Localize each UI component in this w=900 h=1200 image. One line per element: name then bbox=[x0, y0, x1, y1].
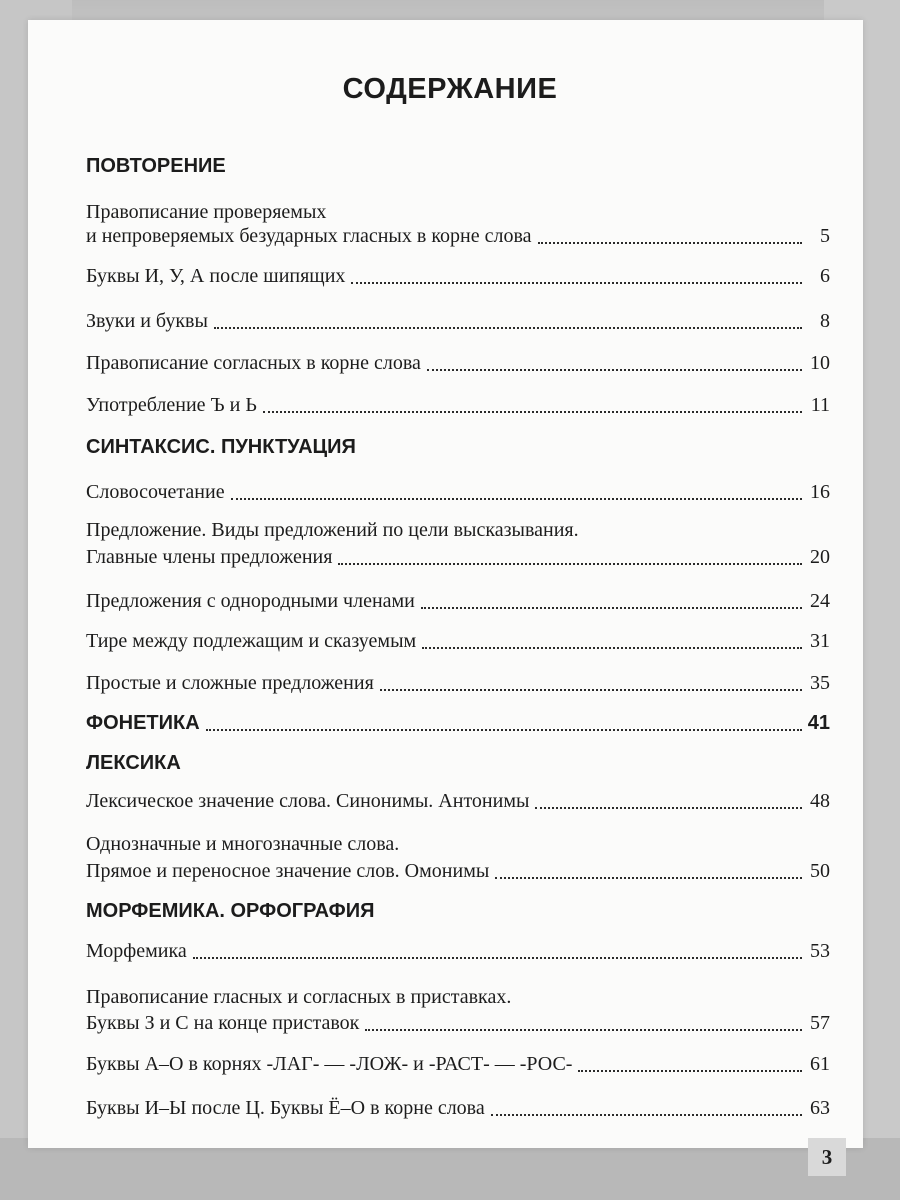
toc-entry[interactable] bbox=[86, 546, 830, 569]
toc-page-number: 6 bbox=[820, 265, 830, 287]
toc-entry-text: Предложения с однородными членами bbox=[86, 590, 415, 612]
toc-entry[interactable] bbox=[86, 790, 830, 813]
toc-entry-text: Прямое и переносное значение слов. Омонимы bbox=[86, 860, 490, 882]
toc-leader-dots bbox=[206, 729, 802, 731]
toc-leader-dots bbox=[427, 369, 802, 371]
toc-entry-phonetics[interactable] bbox=[86, 712, 830, 735]
toc-entry-text: Буквы И, У, А после шипящих bbox=[86, 265, 346, 287]
toc-entry[interactable] bbox=[86, 265, 830, 288]
toc-page-number: 10 bbox=[810, 352, 830, 374]
toc-leader-dots bbox=[338, 563, 802, 565]
toc-entry-text: Главные члены предложения bbox=[86, 546, 333, 568]
toc-entry-text: Правописание согласных в корне слова bbox=[86, 352, 421, 374]
toc-page-number: 8 bbox=[820, 310, 830, 332]
toc-leader-dots bbox=[422, 647, 802, 649]
toc-page-number: 11 bbox=[810, 394, 830, 416]
toc-entry[interactable] bbox=[86, 394, 830, 417]
toc-entry[interactable] bbox=[86, 1097, 830, 1120]
toc-page-number: 5 bbox=[820, 225, 830, 247]
toc-entry-text: Тире между подлежащим и сказуемым bbox=[86, 630, 417, 652]
toc-entry-text: Морфемика bbox=[86, 940, 187, 962]
section-heading-phonetics: ФОНЕТИКА bbox=[86, 712, 200, 734]
document-page bbox=[28, 20, 863, 1148]
toc-entry[interactable] bbox=[86, 310, 830, 333]
toc-leader-dots bbox=[491, 1114, 802, 1116]
toc-entry-text: и непроверяемых безударных гласных в корне слова bbox=[86, 225, 532, 247]
toc-entry-line: Правописание проверяемых bbox=[86, 201, 327, 223]
toc-entry-line: Предложение. Виды предложений по цели высказывания. bbox=[86, 519, 579, 541]
toc-entry-text: Буквы И–Ы после Ц. Буквы Ё–О в корне слова bbox=[86, 1097, 485, 1119]
toc-leader-dots bbox=[193, 957, 802, 959]
section-heading-morphemics: МОРФЕМИКА. ОРФОГРАФИЯ bbox=[86, 900, 375, 922]
page-title: СОДЕРЖАНИЕ bbox=[342, 73, 558, 105]
toc-page-number: 35 bbox=[810, 672, 830, 694]
toc-page-number: 53 bbox=[810, 940, 830, 962]
toc-entry-text: Буквы З и С на конце приставок bbox=[86, 1012, 360, 1034]
toc-entry[interactable] bbox=[86, 860, 830, 883]
toc-page-number: 48 bbox=[810, 790, 830, 812]
section-heading-syntax: СИНТАКСИС. ПУНКТУАЦИЯ bbox=[86, 436, 356, 458]
toc-entry-text: Лексическое значение слова. Синонимы. Антонимы bbox=[86, 790, 530, 812]
section-heading-lexicology: ЛЕКСИКА bbox=[86, 752, 181, 774]
toc-page-number: 50 bbox=[810, 860, 830, 882]
toc-page-number: 63 bbox=[810, 1097, 830, 1119]
toc-entry-text: Звуки и буквы bbox=[86, 310, 208, 332]
toc-page-number: 24 bbox=[810, 590, 830, 612]
toc-page-number: 31 bbox=[810, 630, 830, 652]
toc-entry-text: Простые и сложные предложения bbox=[86, 672, 374, 694]
toc-page-number: 41 bbox=[807, 712, 830, 734]
toc-entry[interactable] bbox=[86, 225, 830, 248]
toc-entry[interactable] bbox=[86, 590, 830, 613]
toc-leader-dots bbox=[214, 327, 802, 329]
toc-leader-dots bbox=[263, 411, 802, 413]
toc-leader-dots bbox=[421, 607, 802, 609]
toc-leader-dots bbox=[380, 689, 802, 691]
toc-entry[interactable] bbox=[86, 1053, 830, 1076]
toc-entry-line: Однозначные и многозначные слова. bbox=[86, 833, 400, 855]
toc-entry[interactable] bbox=[86, 672, 830, 695]
toc-leader-dots bbox=[231, 498, 802, 500]
toc-page-number: 57 bbox=[810, 1012, 830, 1034]
page-number-badge: 3 bbox=[808, 1138, 846, 1176]
toc-leader-dots bbox=[538, 242, 802, 244]
section-heading-repetition: ПОВТОРЕНИЕ bbox=[86, 155, 226, 177]
toc-leader-dots bbox=[578, 1070, 802, 1072]
toc-leader-dots bbox=[535, 807, 802, 809]
toc-entry[interactable] bbox=[86, 352, 830, 375]
toc-leader-dots bbox=[365, 1029, 802, 1031]
toc-page-number: 61 bbox=[810, 1053, 830, 1075]
toc-entry-line: Правописание гласных и согласных в приставках. bbox=[86, 986, 512, 1008]
toc-entry[interactable] bbox=[86, 940, 830, 963]
toc-page-number: 16 bbox=[810, 481, 830, 503]
toc-entry-text: Употребление Ъ и Ь bbox=[86, 394, 257, 416]
toc-page-number: 20 bbox=[810, 546, 830, 568]
toc-entry[interactable] bbox=[86, 630, 830, 653]
toc-entry[interactable] bbox=[86, 1012, 830, 1035]
toc-leader-dots bbox=[495, 877, 802, 879]
toc-leader-dots bbox=[351, 282, 802, 284]
toc-entry-text: Словосочетание bbox=[86, 481, 225, 503]
toc-entry-text: Буквы А–О в корнях -ЛАГ- — -ЛОЖ- и -РАСТ- — -РОС- bbox=[86, 1053, 573, 1075]
toc-entry[interactable] bbox=[86, 481, 830, 504]
